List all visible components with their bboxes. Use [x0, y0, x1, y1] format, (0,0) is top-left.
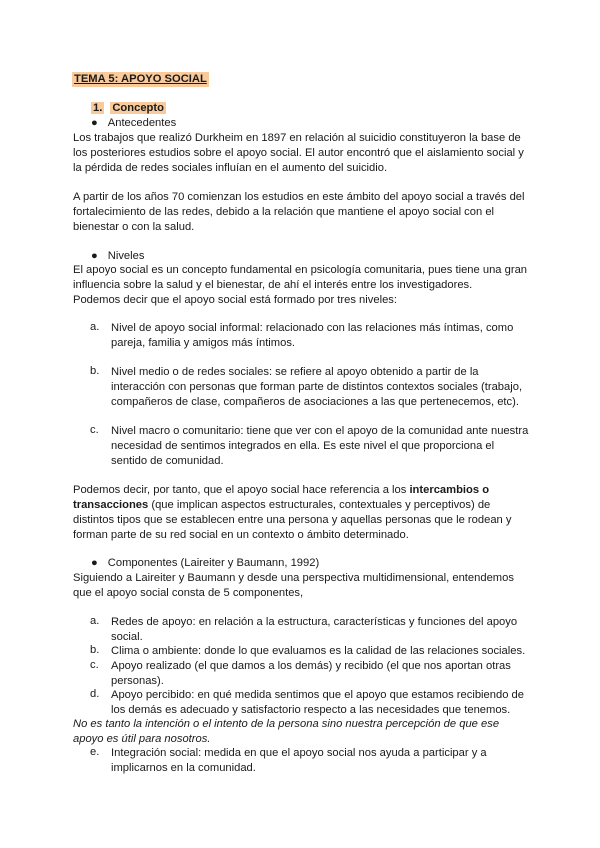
- text-line: que el apoyo social consta de 5 componentes,: [73, 587, 304, 599]
- text-segment: Podemos decir, por tanto, que el apoyo social hace referencia a los: [73, 484, 410, 496]
- antecedentes-paragraph-1: [73, 131, 524, 176]
- list-item-text: [111, 424, 528, 469]
- text-line: distintos tipos que se establecen entre una persona y aquellas personas que le rodean y: [73, 514, 512, 526]
- list-item-text: [111, 365, 522, 410]
- text-line: No es tanto la intención o el intento de la persona sino nuestra percepción de que ese: [73, 718, 500, 730]
- componentes-note: [73, 717, 499, 747]
- list-label: e.: [90, 746, 100, 758]
- antecedentes-label: Antecedentes: [107, 117, 177, 129]
- text-line: apoyo es útil para nosotros.: [73, 733, 211, 745]
- bullet-icon: ●: [91, 557, 98, 569]
- section-title: Concepto: [112, 102, 164, 114]
- text-line: A partir de los años 70 comienzan los estudios en este ámbito del apoyo social a través del: [73, 191, 525, 203]
- list-item-text: [111, 659, 511, 689]
- text-line: forman parte de su red social en un contexto o ámbito determinado.: [73, 529, 409, 541]
- bullet-icon: ●: [91, 250, 98, 262]
- text-line: influencia sobre la salud y el bienestar, de ahí el interés entre los investigadores.: [73, 279, 473, 291]
- text-line: Clima o ambiente: donde lo que evaluamos es la calidad de las relaciones sociales.: [111, 645, 526, 657]
- text-line: sentido de comunidad.: [111, 455, 224, 467]
- bullet-icon: ●: [91, 117, 98, 129]
- list-label: b.: [90, 365, 100, 377]
- text-line: los posteriores estudios sobre el apoyo social. El autor encontró que el aislamiento social y: [73, 147, 524, 159]
- niveles-paragraph: [73, 263, 527, 308]
- list-label: b.: [90, 644, 100, 656]
- list-item-text: [111, 615, 517, 645]
- list-item-text: [111, 688, 524, 718]
- text-line: Nivel de apoyo social informal: relacionado con las relaciones más íntimas, como: [111, 322, 514, 334]
- niveles-heading: [91, 249, 144, 264]
- text-line: Apoyo percibido: en qué medida sentimos que el apoyo que estamos recibiendo de: [111, 689, 524, 701]
- text-line: social.: [111, 631, 143, 643]
- text-line: Podemos decir que el apoyo social está formado por tres niveles:: [73, 294, 397, 306]
- text-line: Redes de apoyo: en relación a la estructura, características y funciones del apoyo: [111, 616, 518, 628]
- antecedentes-heading: [91, 116, 176, 131]
- text-line: Nivel macro o comunitario: tiene que ver con el apoyo de la comunidad ante nuestra: [111, 425, 529, 437]
- text-line: necesidad de sentimos integrados en ella. Es este nivel el que proporciona el: [111, 440, 495, 452]
- list-label: a.: [90, 321, 100, 333]
- text-line: Los trabajos que realizó Durkheim en 1897 en relación al suicidio constituyeron la base de: [73, 132, 521, 144]
- text-line: fortalecimiento de las redes, debido a la relación que mantiene el apoyo social con el: [73, 206, 495, 218]
- text-line: Siguiendo a Laireiter y Baumann y desde una perspectiva multidimensional, entendemos: [73, 572, 514, 584]
- list-label: c.: [90, 424, 99, 436]
- document-title: TEMA 5: APOYO SOCIAL: [74, 73, 207, 85]
- antecedentes-paragraph-2: [73, 190, 525, 235]
- text-line: implicarnos en la comunidad.: [111, 762, 256, 774]
- bold-term: intercambios o: [409, 484, 490, 496]
- text-line: Apoyo realizado (el que damos a los demás) y recibido (el que nos aportan otras: [111, 660, 511, 672]
- bold-term: transacciones: [73, 499, 149, 511]
- componentes-paragraph: [73, 571, 514, 601]
- text-segment: (que implican aspectos estructurales, contextuales y perceptivos) de: [148, 499, 491, 511]
- text-line: compañeros de clase, compañeros de asociaciones a las que pertenecemos, etc).: [111, 396, 519, 408]
- text-line: [73, 483, 511, 498]
- list-item-text: [111, 321, 513, 351]
- list-label: a.: [90, 615, 100, 627]
- list-item-text: [111, 644, 525, 659]
- text-line: Nivel medio o de redes sociales: se refiere al apoyo obtenido a partir de la: [111, 366, 479, 378]
- text-line: los demás es adecuado y satisfactorio respecto a las necesidades que tenemos.: [111, 704, 511, 716]
- list-label: d.: [90, 688, 100, 700]
- section-number: 1.: [93, 102, 103, 114]
- list-label: c.: [90, 659, 99, 671]
- text-line: bienestar o con la salud.: [73, 221, 195, 233]
- section-heading: [91, 101, 166, 116]
- componentes-heading: [91, 556, 319, 571]
- componentes-label: Componentes (Laireiter y Baumann, 1992): [107, 557, 320, 569]
- text-line: El apoyo social es un concepto fundamental en psicología comunitaria, pues tiene una gran: [73, 264, 528, 276]
- list-item-text: [111, 746, 487, 776]
- text-line: Integración social: medida en que el apoyo social nos ayuda a participar y a: [111, 747, 487, 759]
- text-line: personas).: [111, 675, 164, 687]
- text-line: pareja, familia y amigos más íntimos.: [111, 337, 296, 349]
- text-line: la pérdida de redes sociales influían en el aumento del suicidio.: [73, 162, 388, 174]
- text-line: interacción con personas que forman parte de distintos contextos sociales (trabajo,: [111, 381, 523, 393]
- text-line: [73, 498, 511, 513]
- niveles-summary: [73, 483, 511, 543]
- niveles-label: Niveles: [107, 250, 145, 262]
